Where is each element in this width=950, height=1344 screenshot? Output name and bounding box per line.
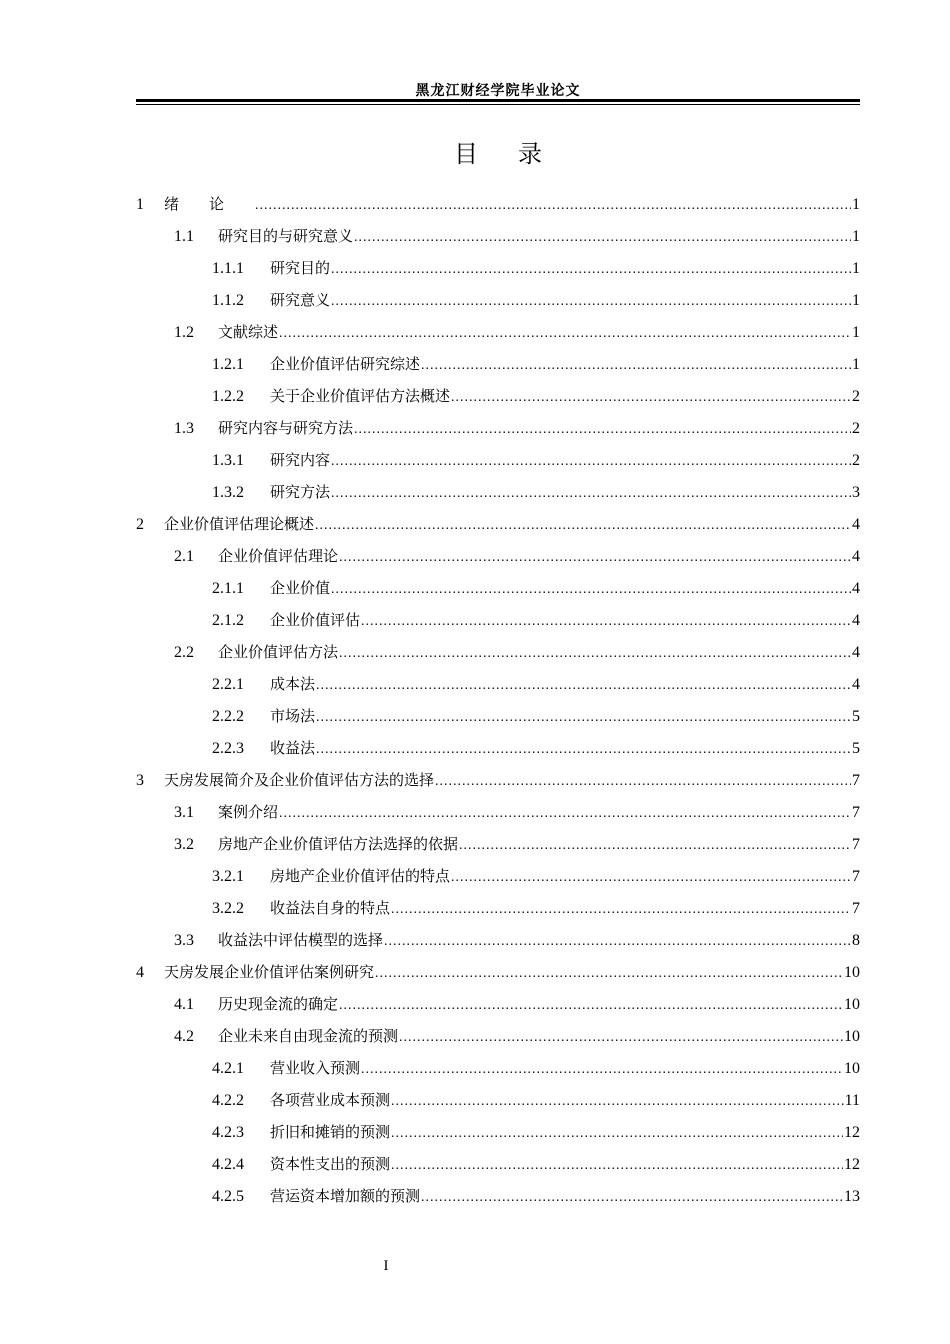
toc-entry[interactable] (136, 636, 860, 668)
toc-entry-title: 收益法 (270, 739, 316, 757)
toc-entry-page: 1 (852, 228, 860, 245)
toc-entry-number: 2.1.1 (212, 580, 244, 597)
toc-entry-title: 成本法 (270, 675, 316, 693)
toc-dot-leader (331, 574, 851, 606)
toc-dot-leader (361, 606, 851, 638)
toc-entry[interactable] (136, 1148, 860, 1180)
toc-entry-page: 7 (852, 836, 860, 853)
toc-entry[interactable] (136, 732, 860, 764)
toc-entry-title: 关于企业价值评估方法概述 (270, 387, 451, 405)
toc-entry-page: 2 (852, 452, 860, 469)
toc-entry-title: 研究意义 (270, 291, 331, 309)
toc-entry-number: 3.2.2 (212, 900, 244, 917)
toc-entry-title: 企业价值评估理论 (218, 547, 339, 565)
toc-entry-title: 文献综述 (218, 323, 279, 341)
toc-entry-number: 4.2.2 (212, 1092, 244, 1109)
toc-entry-number: 2.2.3 (212, 740, 244, 757)
toc-entry-number: 1.2 (174, 324, 194, 341)
toc-entry-number: 2.2 (174, 644, 194, 661)
toc-dot-leader (384, 926, 851, 958)
toc-entry[interactable] (136, 316, 860, 348)
toc-entry-number: 4.2.3 (212, 1124, 244, 1141)
toc-dot-leader (375, 958, 843, 990)
toc-dot-leader (361, 1054, 843, 1086)
toc-dot-leader (339, 990, 843, 1022)
toc-entry-title: 折旧和摊销的预测 (270, 1123, 391, 1141)
toc-entry[interactable] (136, 668, 860, 700)
toc-entry-number: 2 (136, 516, 144, 533)
toc-entry-number: 1.3.1 (212, 452, 244, 469)
page-number: I (383, 1258, 389, 1274)
toc-dot-leader (316, 702, 851, 734)
toc-entry[interactable] (136, 988, 860, 1020)
toc-entry-page: 2 (852, 388, 860, 405)
toc-entry-page: 10 (844, 1060, 860, 1077)
toc-dot-leader (339, 638, 851, 670)
toc-entry-title: 企业价值评估研究综述 (270, 355, 421, 373)
toc-entry[interactable] (136, 764, 860, 796)
toc-entry-title: 营业收入预测 (270, 1059, 361, 1077)
toc-entry-page: 12 (844, 1156, 860, 1173)
table-of-contents (136, 188, 860, 1212)
toc-entry-number: 1.1.2 (212, 292, 244, 309)
toc-entry[interactable] (136, 1052, 860, 1084)
toc-dot-leader (421, 1182, 843, 1214)
toc-entry-number: 1.3.2 (212, 484, 244, 501)
toc-entry[interactable] (136, 572, 860, 604)
toc-entry-title: 企业价值评估方法 (218, 643, 339, 661)
toc-entry-page: 13 (844, 1188, 860, 1205)
toc-dot-leader (331, 446, 851, 478)
toc-entry-title: 研究内容与研究方法 (218, 419, 354, 437)
toc-entry-page: 7 (852, 868, 860, 885)
toc-dot-leader (451, 862, 851, 894)
toc-entry[interactable] (136, 1180, 860, 1212)
toc-entry-number: 2.2.1 (212, 676, 244, 693)
toc-entry-page: 4 (852, 580, 860, 597)
toc-entry-page: 4 (852, 644, 860, 661)
toc-entry[interactable] (136, 412, 860, 444)
toc-dot-leader (279, 798, 851, 830)
toc-entry-title: 研究方法 (270, 483, 331, 501)
toc-dot-leader (279, 318, 851, 350)
toc-entry[interactable] (136, 188, 860, 220)
toc-entry[interactable] (136, 348, 860, 380)
toc-entry-page: 7 (852, 772, 860, 789)
toc-dot-leader (255, 190, 851, 222)
toc-entry-page: 10 (844, 996, 860, 1013)
toc-entry-page: 4 (852, 612, 860, 629)
toc-entry-title: 营运资本增加额的预测 (270, 1187, 421, 1205)
toc-entry-page: 10 (844, 1028, 860, 1045)
toc-entry-page: 7 (852, 804, 860, 821)
toc-entry-number: 2.1.2 (212, 612, 244, 629)
toc-entry-title: 天房发展企业价值评估案例研究 (164, 963, 375, 981)
toc-dot-leader (391, 1150, 843, 1182)
toc-entry[interactable] (136, 444, 860, 476)
toc-entry-title: 市场法 (270, 707, 316, 725)
toc-entry-page: 3 (852, 484, 860, 501)
toc-entry-title: 房地产企业价值评估方法选择的依据 (218, 835, 459, 853)
toc-entry-page: 4 (852, 676, 860, 693)
header-rule-thick (136, 99, 860, 102)
toc-entry[interactable] (136, 924, 860, 956)
toc-entry-title: 资本性支出的预测 (270, 1155, 391, 1173)
toc-entry-number: 1.1 (174, 228, 194, 245)
toc-entry-number: 1.2.1 (212, 356, 244, 373)
toc-entry-page: 1 (852, 292, 860, 309)
toc-dot-leader (391, 1086, 844, 1118)
toc-entry-title: 企业未来自由现金流的预测 (218, 1027, 399, 1045)
toc-entry-page: 11 (844, 1092, 860, 1109)
toc-entry[interactable] (136, 700, 860, 732)
toc-dot-leader (391, 894, 851, 926)
toc-entry-title: 企业价值评估理论概述 (164, 515, 315, 533)
toc-entry-page: 1 (852, 356, 860, 373)
toc-entry[interactable] (136, 828, 860, 860)
toc-entry-number: 2.2.2 (212, 708, 244, 725)
toc-entry-number: 4.2.4 (212, 1156, 244, 1173)
toc-entry[interactable] (136, 860, 860, 892)
toc-entry-title: 各项营业成本预测 (270, 1091, 391, 1109)
toc-entry-number: 3.3 (174, 932, 194, 949)
toc-entry[interactable] (136, 540, 860, 572)
toc-entry[interactable] (136, 1116, 860, 1148)
toc-entry[interactable] (136, 220, 860, 252)
toc-entry[interactable] (136, 1084, 860, 1116)
toc-entry-title: 企业价值 (270, 579, 331, 597)
toc-entry[interactable] (136, 508, 860, 540)
toc-entry[interactable] (136, 252, 860, 284)
toc-dot-leader (354, 414, 851, 446)
toc-entry-number: 4 (136, 964, 144, 981)
toc-entry-number: 3.2.1 (212, 868, 244, 885)
toc-entry-number: 1.2.2 (212, 388, 244, 405)
toc-entry-title: 绪论 (164, 195, 255, 213)
toc-entry-page: 12 (844, 1124, 860, 1141)
toc-entry-title: 研究目的 (270, 259, 331, 277)
toc-entry-title: 房地产企业价值评估的特点 (270, 867, 451, 885)
toc-entry-page: 10 (844, 964, 860, 981)
toc-entry-page: 5 (852, 740, 860, 757)
toc-entry-number: 3 (136, 772, 144, 789)
toc-dot-leader (339, 542, 851, 574)
toc-entry-page: 8 (852, 932, 860, 949)
toc-entry[interactable] (136, 604, 860, 636)
toc-entry-number: 4.2 (174, 1028, 194, 1045)
toc-entry[interactable] (136, 892, 860, 924)
toc-entry-number: 1.1.1 (212, 260, 244, 277)
toc-entry-page: 1 (852, 260, 860, 277)
toc-entry-page: 7 (852, 900, 860, 917)
toc-dot-leader (354, 222, 851, 254)
toc-entry[interactable] (136, 476, 860, 508)
toc-entry-number: 4.1 (174, 996, 194, 1013)
toc-entry[interactable] (136, 380, 860, 412)
toc-entry[interactable] (136, 1020, 860, 1052)
toc-dot-leader (391, 1118, 843, 1150)
toc-entry-title: 收益法中评估模型的选择 (218, 931, 384, 949)
toc-dot-leader (331, 478, 851, 510)
toc-dot-leader (451, 382, 851, 414)
toc-entry-page: 4 (852, 516, 860, 533)
toc-entry-page: 1 (852, 196, 860, 213)
toc-entry-page: 2 (852, 420, 860, 437)
toc-dot-leader (315, 510, 851, 542)
toc-dot-leader (331, 286, 851, 318)
toc-dot-leader (399, 1022, 843, 1054)
toc-dot-leader (316, 734, 851, 766)
toc-entry-page: 1 (852, 324, 860, 341)
toc-entry-number: 3.2 (174, 836, 194, 853)
toc-entry-number: 4.2.5 (212, 1188, 244, 1205)
toc-entry[interactable] (136, 284, 860, 316)
toc-entry[interactable] (136, 956, 860, 988)
toc-entry-title: 历史现金流的确定 (218, 995, 339, 1013)
toc-entry-title: 研究内容 (270, 451, 331, 469)
toc-entry-title: 天房发展简介及企业价值评估方法的选择 (164, 771, 435, 789)
toc-entry-number: 2.1 (174, 548, 194, 565)
toc-entry-number: 3.1 (174, 804, 194, 821)
toc-entry-title: 收益法自身的特点 (270, 899, 391, 917)
toc-entry-title: 案例介绍 (218, 803, 279, 821)
toc-entry-title: 研究目的与研究意义 (218, 227, 354, 245)
toc-dot-leader (421, 350, 851, 382)
toc-dot-leader (435, 766, 851, 798)
header-rule-thin (136, 104, 860, 105)
toc-dot-leader (331, 254, 851, 286)
toc-entry-title: 企业价值评估 (270, 611, 361, 629)
toc-entry-number: 1.3 (174, 420, 194, 437)
toc-entry-page: 5 (852, 708, 860, 725)
toc-dot-leader (459, 830, 851, 862)
toc-title: 目录 (454, 140, 582, 168)
toc-entry-page: 4 (852, 548, 860, 565)
toc-entry-number: 4.2.1 (212, 1060, 244, 1077)
toc-dot-leader (316, 670, 851, 702)
toc-entry[interactable] (136, 796, 860, 828)
running-header-title: 黑龙江财经学院毕业论文 (415, 83, 581, 99)
toc-entry-number: 1 (136, 196, 144, 213)
